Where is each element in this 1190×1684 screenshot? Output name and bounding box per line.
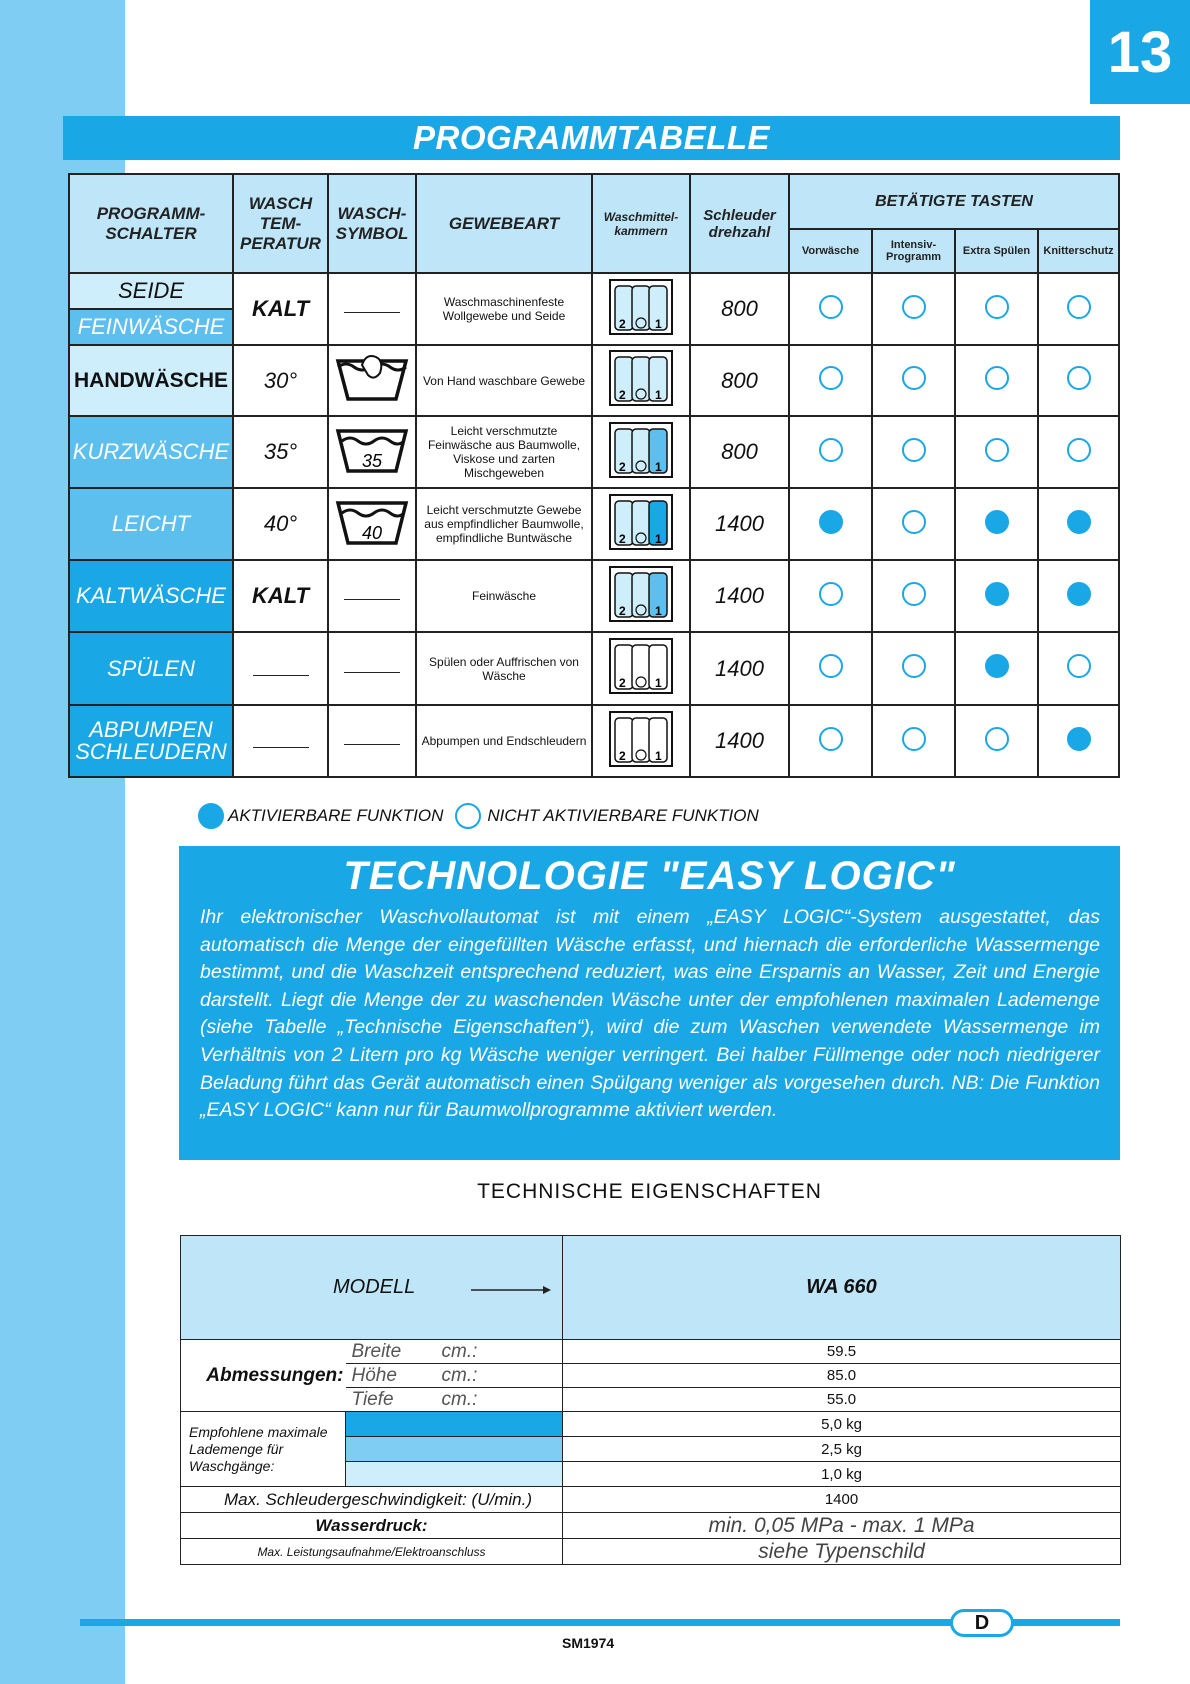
button-status — [1038, 632, 1119, 705]
button-status — [955, 416, 1038, 488]
legend-empty-circle-icon — [455, 803, 481, 829]
easy-logic-title: TECHNOLOGIE "EASY LOGIC" — [343, 854, 956, 898]
button-status — [789, 560, 872, 632]
dimension-row — [181, 1340, 1121, 1364]
filled-circle-icon — [819, 510, 843, 534]
program-row — [69, 273, 1119, 345]
detergent-drawer-icon — [608, 388, 674, 411]
button-status — [789, 632, 872, 705]
button-status — [1038, 273, 1119, 345]
drawer-label-right: 1 — [655, 748, 662, 763]
wash-temperature: 35° — [233, 416, 328, 488]
empty-circle-icon — [902, 654, 926, 678]
dimension-name — [346, 1340, 563, 1364]
dimension-name — [346, 1388, 563, 1412]
header-fabric: GEWEBEART — [416, 174, 592, 273]
spin-value: 1400 — [563, 1487, 1121, 1513]
header-button-extra-rinse: Extra Spülen — [955, 229, 1038, 273]
dash — [344, 672, 400, 673]
wash-symbol-icon — [332, 522, 412, 551]
header-spin-speed: Schleuder drehzahl — [690, 174, 789, 273]
dimension-value: 55.0 — [563, 1388, 1121, 1412]
program-row — [69, 488, 1119, 560]
wash-symbol — [328, 632, 416, 705]
program-name: KALTWÄSCHE — [69, 560, 233, 632]
wash-temperature: 40° — [233, 488, 328, 560]
program-name: HANDWÄSCHE — [69, 345, 233, 416]
button-status — [872, 560, 955, 632]
header-button-anti-crease: Knitterschutz — [1038, 229, 1119, 273]
empty-circle-icon — [819, 366, 843, 390]
dimension-name-text: Höhe — [351, 1364, 397, 1386]
svg-text:35: 35 — [361, 450, 383, 471]
program-row — [69, 705, 1119, 777]
button-status — [1038, 488, 1119, 560]
button-status — [789, 416, 872, 488]
button-status — [955, 632, 1038, 705]
button-status — [872, 416, 955, 488]
empty-circle-icon — [1067, 438, 1091, 462]
dash — [253, 675, 309, 676]
power-value: siehe Typenschild — [563, 1539, 1121, 1565]
empty-circle-icon — [985, 295, 1009, 319]
header-detergent: Waschmittel- kammern — [592, 174, 690, 273]
wash-temperature: 30° — [233, 345, 328, 416]
button-status — [872, 345, 955, 416]
program-row — [69, 345, 1119, 416]
drawer-label-left: 2 — [619, 388, 626, 402]
empty-circle-icon — [1067, 366, 1091, 390]
wash-symbol — [328, 488, 416, 560]
button-status — [955, 705, 1038, 777]
detergent-drawer-icon — [608, 459, 674, 483]
detergent-drawer — [592, 632, 690, 705]
filled-circle-icon — [985, 654, 1009, 678]
dimension-unit: cm.: — [441, 1340, 478, 1362]
legend-filled-circle-icon — [198, 803, 224, 829]
dimension-unit: cm.: — [441, 1364, 478, 1386]
program-row — [69, 416, 1119, 488]
filled-circle-icon — [1067, 727, 1091, 751]
detergent-drawer — [592, 488, 690, 560]
button-status — [789, 345, 872, 416]
filled-circle-icon — [1067, 582, 1091, 606]
header-temperature: WASCH TEM- PERATUR — [233, 174, 328, 273]
filled-circle-icon — [985, 582, 1009, 606]
header-button-prewash: Vorwäsche — [789, 229, 872, 273]
empty-circle-icon — [902, 582, 926, 606]
detergent-drawer-icon — [608, 676, 674, 699]
load-label: Empfohlene maximale Lademenge für Waschgänge: — [181, 1412, 346, 1487]
load-value: 2,5 kg — [563, 1437, 1121, 1462]
button-status — [872, 705, 955, 777]
empty-circle-icon — [985, 366, 1009, 390]
drawer-label-right: 1 — [655, 676, 662, 690]
tech-heading: TECHNISCHE EIGENSCHAFTEN — [477, 1180, 822, 1203]
empty-circle-icon — [985, 727, 1009, 751]
program-name: KURZWÄSCHE — [69, 416, 233, 488]
fabric-type: Spülen oder Auffrischen von Wäsche — [416, 632, 592, 705]
empty-circle-icon — [1067, 654, 1091, 678]
wash-temperature — [233, 632, 328, 705]
empty-circle-icon — [985, 438, 1009, 462]
empty-circle-icon — [819, 438, 843, 462]
wash-symbol-icon — [332, 450, 412, 479]
wash-temperature: KALT — [233, 273, 328, 345]
program-name — [69, 705, 233, 777]
button-status — [789, 488, 872, 560]
drawer-label-right: 1 — [655, 459, 662, 474]
button-status — [789, 705, 872, 777]
water-value: min. 0,05 MPa - max. 1 MPa — [563, 1513, 1121, 1539]
program-row — [69, 632, 1119, 705]
program-table — [68, 173, 1120, 778]
dimension-name-text: Breite — [351, 1340, 402, 1362]
fabric-type: Waschmaschinenfeste Wollgewebe und Seide — [416, 273, 592, 345]
load-row — [181, 1412, 1121, 1437]
program-name: SPÜLEN — [69, 632, 233, 705]
empty-circle-icon — [902, 438, 926, 462]
dash — [253, 747, 309, 748]
spin-speed: 1400 — [690, 560, 789, 632]
power-label: Max. Leistungsaufnahme/Elektroanschluss — [181, 1539, 563, 1565]
empty-circle-icon — [902, 510, 926, 534]
empty-circle-icon — [902, 727, 926, 751]
dimension-value: 59.5 — [563, 1340, 1121, 1364]
empty-circle-icon — [819, 654, 843, 678]
detergent-drawer — [592, 416, 690, 488]
load-value: 1,0 kg — [563, 1462, 1121, 1487]
drawer-label-right: 1 — [655, 388, 662, 402]
button-status — [955, 560, 1038, 632]
program-name-secondary: FEINWÄSCHE — [70, 310, 232, 344]
drawer-label-left: 2 — [619, 676, 626, 690]
spin-speed: 1400 — [690, 632, 789, 705]
load-color-swatch — [346, 1462, 563, 1487]
detergent-drawer — [592, 345, 690, 416]
detergent-drawer-icon — [608, 531, 674, 555]
program-name-secondary: SCHLEUDERN — [75, 739, 227, 764]
dimension-name-text: Tiefe — [351, 1388, 394, 1410]
wash-symbol-icon — [332, 390, 412, 407]
button-status — [955, 273, 1038, 345]
water-label: Wasserdruck: — [181, 1513, 563, 1539]
wash-temperature — [233, 705, 328, 777]
empty-circle-icon — [902, 295, 926, 319]
fabric-type: Leicht verschmutzte Gewebe aus empfindlicher Baumwolle, empfindliche Buntwäsche — [416, 488, 592, 560]
spin-label: Max. Schleudergeschwindigkeit: (U/min.) — [181, 1487, 563, 1513]
drawer-label-left: 2 — [619, 316, 626, 331]
model-label: MODELL — [333, 1276, 416, 1298]
empty-circle-icon — [819, 295, 843, 319]
empty-circle-icon — [902, 366, 926, 390]
wash-symbol — [328, 416, 416, 488]
wash-symbol — [328, 705, 416, 777]
dash — [344, 744, 400, 745]
program-name — [69, 273, 233, 345]
empty-circle-icon — [819, 727, 843, 751]
drawer-label-right: 1 — [655, 316, 662, 331]
detergent-drawer — [592, 273, 690, 345]
detergent-drawer-icon — [608, 316, 674, 340]
button-status — [872, 488, 955, 560]
program-row — [69, 560, 1119, 632]
dimension-name — [346, 1364, 563, 1388]
dimension-unit: cm.: — [441, 1388, 478, 1410]
detergent-drawer — [592, 560, 690, 632]
header-program: PROGRAMM- SCHALTER — [69, 174, 233, 273]
detergent-drawer-icon — [608, 748, 674, 772]
drawer-label-right: 1 — [655, 603, 662, 618]
dimensions-label: Abmessungen: — [181, 1340, 346, 1412]
button-status — [1038, 705, 1119, 777]
load-color-swatch — [346, 1412, 563, 1437]
arrow-right-icon — [471, 1284, 551, 1296]
drawer-label-right: 1 — [655, 531, 662, 546]
empty-circle-icon — [1067, 295, 1091, 319]
model-value: WA 660 — [563, 1236, 1121, 1340]
wash-symbol — [328, 273, 416, 345]
spin-speed: 1400 — [690, 488, 789, 560]
spin-speed: 800 — [690, 273, 789, 345]
filled-circle-icon — [1067, 510, 1091, 534]
spin-speed: 1400 — [690, 705, 789, 777]
wash-symbol — [328, 560, 416, 632]
svg-text:40: 40 — [361, 522, 383, 543]
dash — [344, 599, 400, 600]
button-status — [1038, 345, 1119, 416]
drawer-label-left: 2 — [619, 603, 626, 618]
fabric-type: Von Hand waschbare Gewebe — [416, 345, 592, 416]
drawer-label-left: 2 — [619, 459, 626, 474]
header-buttons-group: BETÄTIGTE TASTEN — [789, 174, 1119, 229]
legend-active-label: AKTIVIERBARE FUNKTION — [228, 806, 444, 825]
spec-table — [180, 1235, 1121, 1565]
program-name-primary: SEIDE — [70, 274, 232, 310]
spin-speed: 800 — [690, 416, 789, 488]
fabric-type: Feinwäsche — [416, 560, 592, 632]
drawer-label-left: 2 — [619, 748, 626, 763]
button-status — [1038, 560, 1119, 632]
header-button-intensive: Intensiv- Programm — [872, 229, 955, 273]
wash-temperature: KALT — [233, 560, 328, 632]
model-label-cell — [181, 1236, 563, 1340]
load-value: 5,0 kg — [563, 1412, 1121, 1437]
button-status — [789, 273, 872, 345]
language-badge: D — [950, 1609, 1014, 1637]
dimension-value: 85.0 — [563, 1364, 1121, 1388]
wash-symbol — [328, 345, 416, 416]
button-status — [872, 632, 955, 705]
program-name-primary: ABPUMPEN — [89, 717, 213, 742]
detergent-drawer — [592, 705, 690, 777]
button-status — [872, 273, 955, 345]
legend-inactive-label: NICHT AKTIVIERBARE FUNKTION — [487, 806, 759, 825]
page-title: PROGRAMMTABELLE — [63, 116, 1120, 160]
header-symbol: WASCH- SYMBOL — [328, 174, 416, 273]
button-status — [955, 345, 1038, 416]
easy-logic-text: Ihr elektronischer Waschvollautomat ist mit einem „EASY LOGIC“-System ausgestattet, das automatisch die Menge der eingefüllten Wäsche erfasst, und hiernach die erforderliche Wassermenge bestimmt, und die Waschzeit entsprechend reduziert, was eine Ersparnis an Wasser, Zeit und Energie darstellt. Liegt die Menge der zu waschenden Wäsche unter der empfohlenen maximalen Lademenge (siehe Tabelle „Technische Eigenschaften“), wird die zum Waschen verwendete Wassermenge im Verhältnis von 2 Litern pro kg Wäsche weniger verringert. Bei halber Füllmenge oder noch niedrigerer Beladung führt das Gerät automatisch einen Spülgang weniger als vorgesehen durch. NB: Die Funktion „EASY LOGIC“ kann nur für Baumwollprogramme aktiviert werden. — [200, 906, 1100, 1122]
spin-speed: 800 — [690, 345, 789, 416]
dash — [344, 312, 400, 313]
button-status — [1038, 416, 1119, 488]
detergent-drawer-icon — [608, 603, 674, 627]
load-color-swatch — [346, 1437, 563, 1462]
empty-circle-icon — [819, 582, 843, 606]
program-name: LEICHT — [69, 488, 233, 560]
button-status — [955, 488, 1038, 560]
easy-logic-box — [179, 846, 1120, 1160]
fabric-type: Abpumpen und Endschleudern — [416, 705, 592, 777]
legend — [198, 801, 759, 831]
drawer-label-left: 2 — [619, 531, 626, 546]
page-number: 13 — [1090, 0, 1190, 104]
fabric-type: Leicht verschmutzte Feinwäsche aus Baumwolle, Viskose und zarten Mischgeweben — [416, 416, 592, 488]
document-code: SM1974 — [562, 1635, 615, 1651]
filled-circle-icon — [985, 510, 1009, 534]
